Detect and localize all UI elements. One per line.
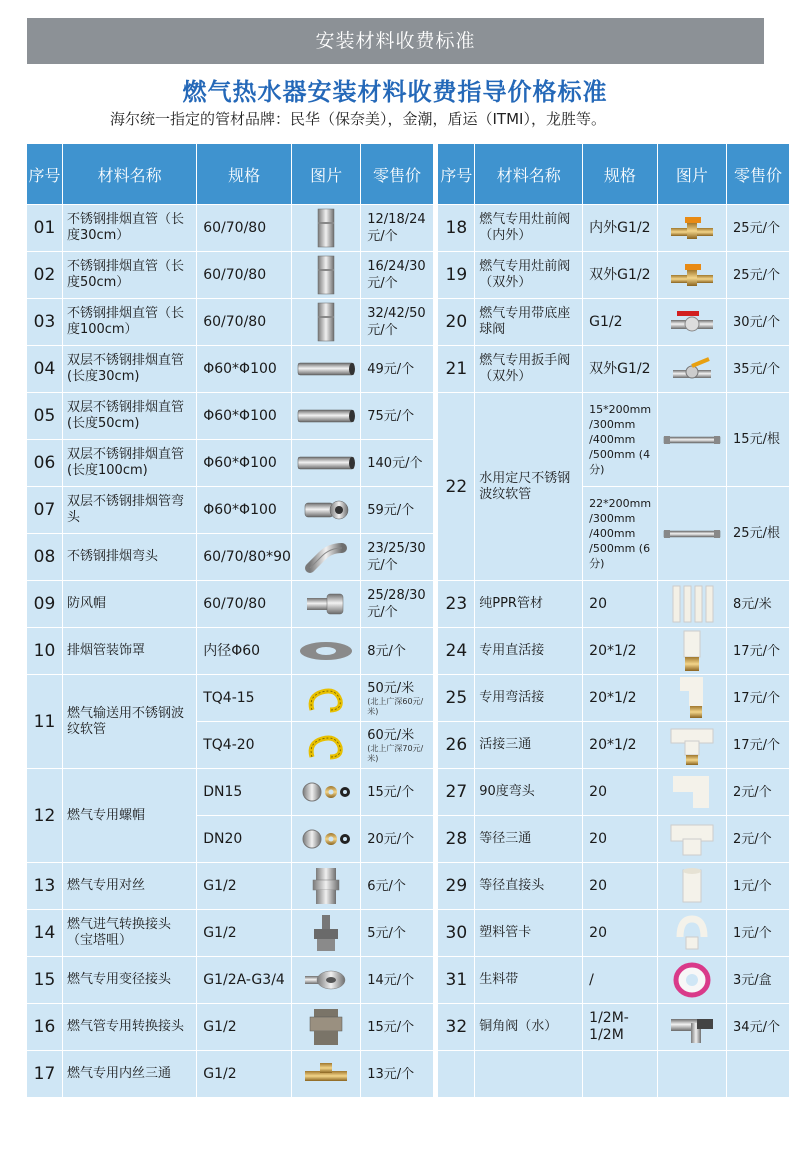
table-row <box>27 957 790 1004</box>
union-tee-icon <box>657 722 726 769</box>
material-spec: G1/2 <box>583 299 658 346</box>
material-spec: 20 <box>583 769 658 816</box>
straight-pipe-icon <box>291 205 360 252</box>
material-price: 25元/个 <box>727 252 790 299</box>
row-no: 23 <box>438 581 475 628</box>
material-spec: Φ60*Φ100 <box>197 393 292 440</box>
material-name: 水用定尺不锈钢波纹软管 <box>475 393 583 581</box>
material-spec: TQ4-20 <box>197 722 292 769</box>
row-no: 11 <box>27 675 63 769</box>
material-spec: DN15 <box>197 769 292 816</box>
row-no: 19 <box>438 252 475 299</box>
material-spec: TQ4-15 <box>197 675 292 722</box>
brass-tee-icon <box>291 1051 360 1098</box>
material-spec: 20*1/2 <box>583 675 658 722</box>
angle-valve-icon <box>657 1004 726 1051</box>
row-empty <box>657 1051 726 1098</box>
material-spec: 60/70/80 <box>197 299 292 346</box>
straight-pipe-icon <box>291 299 360 346</box>
material-name: 燃气专用内丝三通 <box>62 1051 196 1098</box>
material-spec: Φ60*Φ100 <box>197 346 292 393</box>
row-no: 22 <box>438 393 475 581</box>
material-spec: G1/2 <box>197 863 292 910</box>
material-price: 25元/根 <box>727 487 790 581</box>
table-row <box>27 252 790 299</box>
table-row <box>27 769 790 816</box>
price-value: 50元/米 <box>367 680 415 696</box>
valve-icon <box>657 252 726 299</box>
row-no: 10 <box>27 628 63 675</box>
material-spec: 内外G1/2 <box>583 205 658 252</box>
table-header <box>27 144 790 205</box>
material-price: 2元/个 <box>727 769 790 816</box>
material-price <box>361 722 433 769</box>
row-empty <box>475 1051 583 1098</box>
reducer-icon <box>291 957 360 1004</box>
table-row <box>27 299 790 346</box>
adapter-icon <box>291 1004 360 1051</box>
material-price: 17元/个 <box>727 675 790 722</box>
material-spec: 20*1/2 <box>583 628 658 675</box>
material-price: 20元/个 <box>361 816 433 863</box>
material-name: 燃气专用对丝 <box>62 863 196 910</box>
material-price: 140元/个 <box>361 440 433 487</box>
material-spec: 20 <box>583 816 658 863</box>
material-price: 12/18/24元/个 <box>361 205 433 252</box>
material-name: 不锈钢排烟直管（长度100cm） <box>62 299 196 346</box>
material-spec: 60/70/80 <box>197 205 292 252</box>
material-price: 15元/个 <box>361 769 433 816</box>
material-price: 35元/个 <box>727 346 790 393</box>
wrench-valve-icon <box>657 346 726 393</box>
header-no: 序号 <box>27 144 63 205</box>
material-price: 6元/个 <box>361 863 433 910</box>
material-name: 燃气专用灶前阀（内外） <box>475 205 583 252</box>
material-price <box>361 675 433 722</box>
material-name: 防风帽 <box>62 581 196 628</box>
table-row <box>27 910 790 957</box>
nipple-icon <box>291 863 360 910</box>
row-no: 24 <box>438 628 475 675</box>
material-spec: Φ60*Φ100 <box>197 440 292 487</box>
material-spec: 60/70/80*90 <box>197 534 292 581</box>
material-spec: G1/2 <box>197 1051 292 1098</box>
ppr-coupling-icon <box>657 863 726 910</box>
row-no: 08 <box>27 534 63 581</box>
material-name: 不锈钢排烟直管（长度30cm） <box>62 205 196 252</box>
material-price: 17元/个 <box>727 722 790 769</box>
material-name: 纯PPR管材 <box>475 581 583 628</box>
header-spec: 规格 <box>197 144 292 205</box>
material-spec: 20 <box>583 910 658 957</box>
price-table <box>26 143 790 1098</box>
row-no: 16 <box>27 1004 63 1051</box>
cover-ring-icon <box>291 628 360 675</box>
material-price: 25元/个 <box>727 205 790 252</box>
material-name: 双层不锈钢排烟直管(长度30cm) <box>62 346 196 393</box>
row-no: 05 <box>27 393 63 440</box>
row-no: 14 <box>27 910 63 957</box>
table-row <box>27 487 790 534</box>
material-price: 13元/个 <box>361 1051 433 1098</box>
table-row <box>27 863 790 910</box>
row-no: 25 <box>438 675 475 722</box>
banner: 安装材料收费标准 <box>27 18 764 64</box>
material-price: 1元/个 <box>727 863 790 910</box>
elbow-icon <box>291 534 360 581</box>
bellows-hose-icon <box>657 487 726 581</box>
ball-valve-base-icon <box>657 299 726 346</box>
material-price: 49元/个 <box>361 346 433 393</box>
row-no: 09 <box>27 581 63 628</box>
brand-note: 海尔统一指定的管材品牌：民华（保奈美），金潮，盾运（ITMI），龙胜等。 <box>110 110 606 128</box>
price-note: (北上广深60元/米) <box>367 696 424 716</box>
material-price: 16/24/30元/个 <box>361 252 433 299</box>
material-name: 燃气输送用不锈钢波纹软管 <box>62 675 196 769</box>
material-spec: 20 <box>583 581 658 628</box>
table-row <box>27 628 790 675</box>
wind-cap-icon <box>291 581 360 628</box>
material-price: 17元/个 <box>727 628 790 675</box>
row-no: 27 <box>438 769 475 816</box>
material-spec: 内径Φ60 <box>197 628 292 675</box>
ppr-pipe-icon <box>657 581 726 628</box>
material-spec: 60/70/80 <box>197 581 292 628</box>
table-row <box>27 1004 790 1051</box>
row-no: 18 <box>438 205 475 252</box>
row-no: 06 <box>27 440 63 487</box>
valve-icon <box>657 205 726 252</box>
material-price: 15元/个 <box>361 1004 433 1051</box>
row-no: 28 <box>438 816 475 863</box>
material-spec: 22*200mm /300mm /400mm /500mm (6分) <box>583 487 658 581</box>
ppr-elbow-icon <box>657 769 726 816</box>
material-spec: 20*1/2 <box>583 722 658 769</box>
row-no: 15 <box>27 957 63 1004</box>
pipe-clip-icon <box>657 910 726 957</box>
row-no: 01 <box>27 205 63 252</box>
material-spec: 1/2M-1/2M <box>583 1004 658 1051</box>
material-name: 90度弯头 <box>475 769 583 816</box>
material-spec: 60/70/80 <box>197 252 292 299</box>
header-name: 材料名称 <box>62 144 196 205</box>
row-no: 30 <box>438 910 475 957</box>
table-row <box>27 581 790 628</box>
header-price: 零售价 <box>361 144 433 205</box>
material-name: 等径三通 <box>475 816 583 863</box>
material-spec: 双外G1/2 <box>583 252 658 299</box>
pagoda-joint-icon <box>291 910 360 957</box>
material-spec: G1/2A-G3/4 <box>197 957 292 1004</box>
material-spec: G1/2 <box>197 1004 292 1051</box>
material-name: 不锈钢排烟弯头 <box>62 534 196 581</box>
row-no: 13 <box>27 863 63 910</box>
double-pipe-icon <box>291 346 360 393</box>
material-price: 34元/个 <box>727 1004 790 1051</box>
nut-icon <box>291 769 360 816</box>
material-price: 3元/盒 <box>727 957 790 1004</box>
material-price: 32/42/50元/个 <box>361 299 433 346</box>
material-price: 1元/个 <box>727 910 790 957</box>
material-spec: 20 <box>583 863 658 910</box>
material-name: 双层不锈钢排烟直管(长度50cm) <box>62 393 196 440</box>
page-title: 燃气热水器安装材料收费指导价格标准 <box>182 78 608 106</box>
price-value: 60元/米 <box>367 727 415 743</box>
material-name: 双层不锈钢排烟管弯头 <box>62 487 196 534</box>
material-price: 23/25/30元/个 <box>361 534 433 581</box>
material-price: 15元/根 <box>727 393 790 487</box>
material-price: 75元/个 <box>361 393 433 440</box>
material-name: 专用直活接 <box>475 628 583 675</box>
material-name: 生料带 <box>475 957 583 1004</box>
price-note: (北上广深70元/米) <box>367 743 424 763</box>
header-pic: 图片 <box>657 144 726 205</box>
table-row <box>27 205 790 252</box>
row-no: 31 <box>438 957 475 1004</box>
double-pipe-icon <box>291 393 360 440</box>
row-no: 29 <box>438 863 475 910</box>
row-no: 04 <box>27 346 63 393</box>
row-no: 02 <box>27 252 63 299</box>
material-name: 燃气专用变径接头 <box>62 957 196 1004</box>
table-row <box>27 393 790 440</box>
material-spec: / <box>583 957 658 1004</box>
straight-union-icon <box>657 628 726 675</box>
row-no: 21 <box>438 346 475 393</box>
row-no: 17 <box>27 1051 63 1098</box>
header-name: 材料名称 <box>475 144 583 205</box>
double-pipe-icon <box>291 440 360 487</box>
material-name: 双层不锈钢排烟直管(长度100cm) <box>62 440 196 487</box>
table-row <box>27 675 790 722</box>
bellows-hose-icon <box>657 393 726 487</box>
row-no: 26 <box>438 722 475 769</box>
row-empty <box>583 1051 658 1098</box>
header-pic: 图片 <box>291 144 360 205</box>
header-no: 序号 <box>438 144 475 205</box>
material-price: 14元/个 <box>361 957 433 1004</box>
material-price: 25/28/30元/个 <box>361 581 433 628</box>
ptfe-tape-icon <box>657 957 726 1004</box>
row-empty <box>727 1051 790 1098</box>
table-row <box>27 346 790 393</box>
material-name: 等径直接头 <box>475 863 583 910</box>
material-spec: 15*200mm /300mm /400mm /500mm (4分) <box>583 393 658 487</box>
material-price: 59元/个 <box>361 487 433 534</box>
row-empty <box>438 1051 475 1098</box>
material-name: 燃气专用扳手阀（双外） <box>475 346 583 393</box>
header-price: 零售价 <box>727 144 790 205</box>
row-no: 12 <box>27 769 63 863</box>
material-name: 燃气专用灶前阀（双外） <box>475 252 583 299</box>
material-spec: 双外G1/2 <box>583 346 658 393</box>
material-name: 不锈钢排烟直管（长度50cm） <box>62 252 196 299</box>
ppr-tee-icon <box>657 816 726 863</box>
material-spec: G1/2 <box>197 910 292 957</box>
row-no: 32 <box>438 1004 475 1051</box>
material-name: 燃气进气转换接头（宝塔咀） <box>62 910 196 957</box>
material-name: 燃气专用带底座球阀 <box>475 299 583 346</box>
material-name: 排烟管装饰罩 <box>62 628 196 675</box>
row-no: 20 <box>438 299 475 346</box>
material-price: 8元/个 <box>361 628 433 675</box>
header-spec: 规格 <box>583 144 658 205</box>
row-no: 07 <box>27 487 63 534</box>
material-name: 燃气专用螺帽 <box>62 769 196 863</box>
yellow-hose-icon <box>291 722 360 769</box>
nut-icon <box>291 816 360 863</box>
material-name: 活接三通 <box>475 722 583 769</box>
elbow-union-icon <box>657 675 726 722</box>
material-price: 2元/个 <box>727 816 790 863</box>
material-spec: Φ60*Φ100 <box>197 487 292 534</box>
material-name: 塑料管卡 <box>475 910 583 957</box>
yellow-hose-icon <box>291 675 360 722</box>
material-price: 5元/个 <box>361 910 433 957</box>
elbow-double-icon <box>291 487 360 534</box>
material-name: 燃气管专用转换接头 <box>62 1004 196 1051</box>
table-row <box>27 1051 790 1098</box>
material-name: 铜角阀（水） <box>475 1004 583 1051</box>
material-spec: DN20 <box>197 816 292 863</box>
material-price: 30元/个 <box>727 299 790 346</box>
material-price: 8元/米 <box>727 581 790 628</box>
row-no: 03 <box>27 299 63 346</box>
material-name: 专用弯活接 <box>475 675 583 722</box>
straight-pipe-icon <box>291 252 360 299</box>
